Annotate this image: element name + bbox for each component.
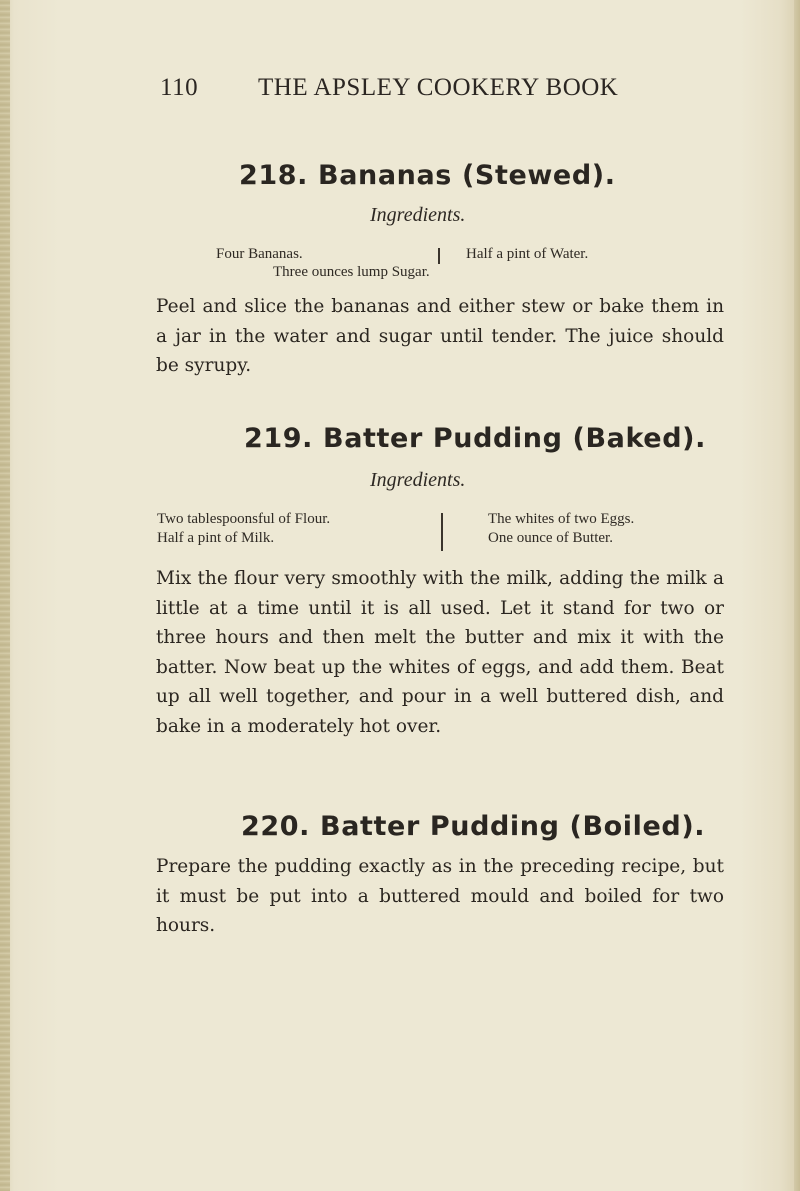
page-left-edge — [0, 0, 10, 1191]
recipe-219-ingredient-left-2: Half a pint of Milk. — [157, 530, 275, 546]
recipe-219-ingredient-right-1: The whites of two Eggs. — [488, 511, 635, 527]
book-title: THE APSLEY COOKERY BOOK — [258, 74, 619, 101]
page-right-edge — [794, 0, 800, 1191]
recipe-219-ingredient-right-2: One ounce of Butter. — [488, 530, 613, 546]
recipe-218-ingredient-right-1: Half a pint of Water. — [466, 246, 589, 262]
recipe-218-method: Peel and slice the bananas and either stew or bake them in a jar in the water and sugar until tender. The juice should be syrupy. — [156, 296, 724, 376]
recipe-220-title: 220. Batter Pudding (Boiled). — [241, 811, 706, 842]
recipe-219-title: 219. Batter Pudding (Baked). — [244, 423, 706, 454]
recipe-218-title: 218. Bananas (Stewed). — [239, 160, 616, 191]
recipe-218-ingredients-heading: Ingredients. — [370, 204, 466, 226]
recipe-218-ingredient-left-1: Four Bananas. — [216, 246, 303, 262]
recipe-219-ingredient-left-1: Two tablespoonsful of Flour. — [157, 511, 331, 527]
page-number: 110 — [160, 74, 199, 101]
recipe-218-ingredients-divider — [438, 248, 440, 264]
recipe-220-method: Prepare the pudding exactly as in the preceding recipe, but it must be put into a buttered mould and boiled for two hours. — [156, 856, 724, 936]
recipe-219-ingredients-divider — [441, 513, 443, 551]
recipe-218-ingredient-center-1: Three ounces lump Sugar. — [273, 264, 430, 280]
recipe-219-method: Mix the flour very smoothly with the milk, adding the milk a little at a time until it is all used. Let it stand for two or three hours and then melt the butter and mix it with the batter. Now beat up the whites of eggs, and add them. Beat up all well together, and pour in a well buttered dish, and bake in a moderately hot over. — [156, 568, 724, 737]
recipe-219-ingredients-heading: Ingredients. — [370, 469, 466, 491]
